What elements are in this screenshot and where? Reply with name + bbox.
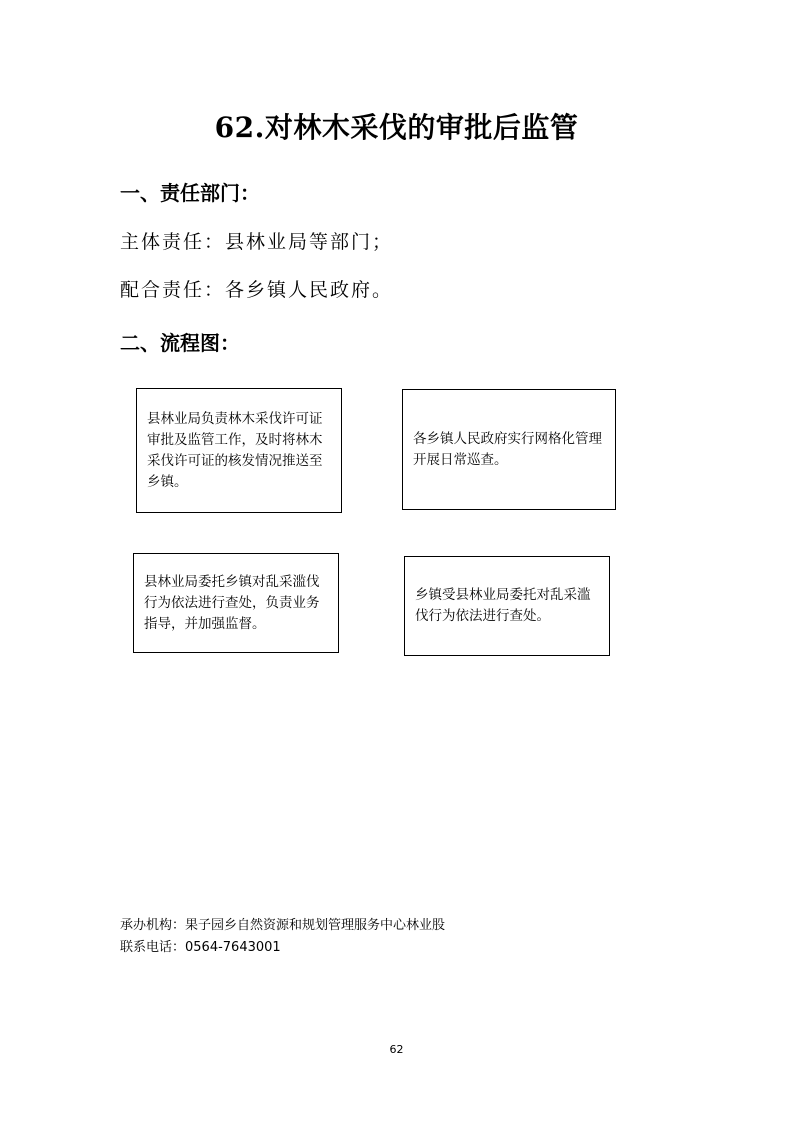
section-heading-responsible-departments: 一、责任部门： xyxy=(120,181,260,205)
cooperating-responsibility: 配合责任：各乡镇人民政府。 xyxy=(120,279,394,301)
flow-box-text: 各乡镇人民政府实行网格化管理开展日常巡查。 xyxy=(413,430,602,468)
section-heading-flowchart: 二、流程图： xyxy=(120,331,240,355)
flow-box-text: 县林业局委托乡镇对乱采滥伐行为依法进行查处，负责业务指导，并加强监督。 xyxy=(144,573,320,632)
primary-responsibility: 主体责任：县林业局等部门； xyxy=(120,231,394,253)
footer-organization: 承办机构：果子园乡自然资源和规划管理服务中心林业股 xyxy=(120,918,446,933)
flow-box-text: 县林业局负责林木采伐许可证审批及监管工作，及时将林木采伐许可证的核发情况推送至乡镇。 xyxy=(147,410,323,490)
flow-box-township-patrol xyxy=(402,389,616,510)
page-number: 62 xyxy=(389,1043,404,1056)
flow-box-county-approval xyxy=(136,388,342,513)
footer-phone: 联系电话：0564-7643001 xyxy=(120,940,281,955)
flow-box-text: 乡镇受县林业局委托对乱采滥伐行为依法进行查处。 xyxy=(415,587,591,624)
flow-box-county-entrust xyxy=(133,553,339,653)
page-title: 62.对林木采伐的审批后监管 xyxy=(214,111,579,144)
flow-box-township-enforce xyxy=(404,556,610,656)
